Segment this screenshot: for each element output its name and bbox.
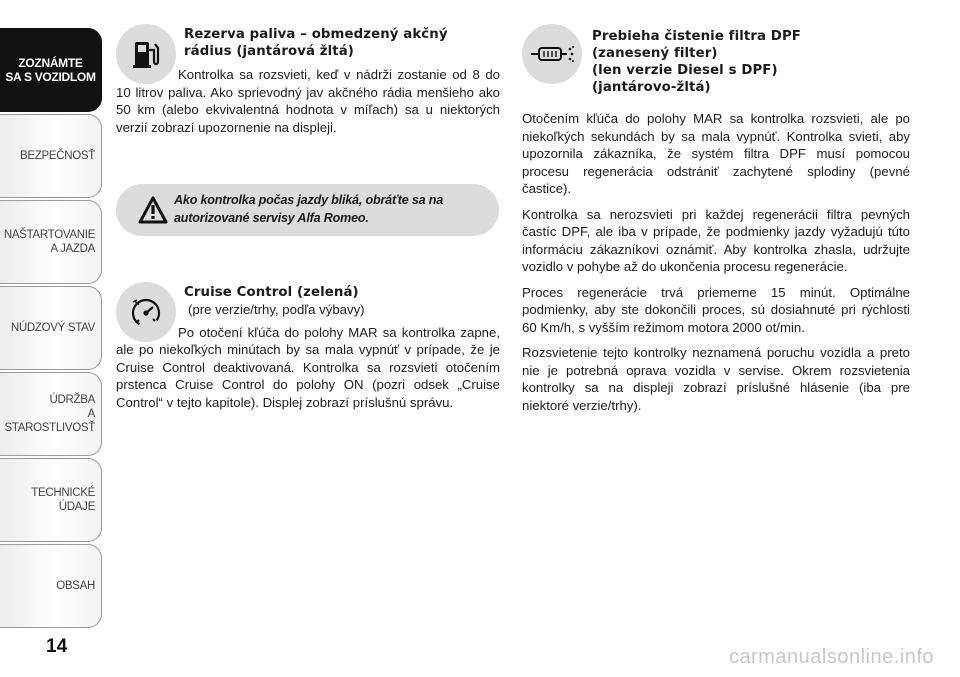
fuel-reserve-section [116,24,500,136]
tab-label: NÚDZOVÝ STAV [10,322,95,334]
fuel-reserve-heading: Rezerva paliva – obmedzený akčný rádius (jantárová žltá) [184,27,448,59]
warning-triangle-icon [138,196,168,229]
dpf-section [522,24,910,414]
cruise-control-heading: Cruise Control (zelená) [184,285,359,300]
tab-label: TECHNICKÉ ÚDAJE [31,487,95,513]
tab-label: NAŠTARTOVANIE A JAZDA [3,229,95,255]
fuel-pump-icon [116,24,176,84]
tab-obsah[interactable] [0,544,102,628]
tab-label: ZOZNÁMTE SA S VOZIDLOM [5,56,96,84]
dpf-heading [592,24,910,96]
dpf-paragraph: Rozsvietenie tejto kontrolky neznamená poruchu vozidla a preto nie je potrebná oprava vozidla v servise. Okrem rozsvietenia kontrolky sa na displeji zobrazí príslušné hlásenie (iba pre niektoré verzie/trhy). [522,345,910,413]
tab-technicke-udaje[interactable] [0,458,102,542]
tab-label: OBSAH [56,580,95,592]
dpf-heading-line: (len verzie Diesel s DPF) [592,63,778,78]
dpf-filter-icon [522,24,582,84]
tab-udrzba-a-starostlivost[interactable] [0,372,102,456]
dpf-paragraph: Otočením kľúča do polohy MAR sa kontrolka rozsvieti, ale po niekoľkých sekundách by sa mala vypnúť. Kontrolka svieti, aby upozornila zákazníka, že systém filtra DPF musí pomocou procesu regenerácia odstrániť zachytené splodiny (pevné častice). [522,111,910,196]
dpf-paragraph: Proces regenerácie trvá priemerne 15 minút. Optimálne podmienky, aby ste dokončili proces, sú dosiahnuté pri rýchlosti 60 Km/h, s vyšším režimom motora 2000 ot/min. [522,284,910,335]
fuel-reserve-body: Kontrolka sa rozsvieti, keď v nádrži zostanie od 8 do 10 litrov paliva. Ako sprievodný jav akčného rádia menšieho ako 50 km (alebo ekvivalentná hodnota v míľach) sa u niektorých verzií zobrazí upozornenie na displeji. [116,67,500,135]
cruise-control-subnote: (pre verzie/trhy, podľa výbavy) [188,302,365,317]
tab-zoznamte-sa-s-vozidlom[interactable] [0,28,102,112]
right-column [522,24,910,414]
cruise-control-section [116,276,500,411]
watermark: carmanualsonline.info [728,646,934,668]
tab-nastartovanie-a-jazda[interactable] [0,200,102,284]
tab-nudzovy-stav[interactable] [0,286,102,370]
warning-callout [116,184,499,236]
tab-label: ÚDRŽBA A STAROSTLIVOSŤ [4,394,95,434]
page-number: 14 [46,636,68,657]
cruise-control-icon [116,282,176,342]
warning-text: Ako kontrolka počas jazdy bliká, obráťte sa na autorizované servisy Alfa Romeo. [174,193,444,225]
tab-label: BEZPEČNOSŤ [20,150,95,162]
tab-bezpecnost[interactable] [0,114,102,198]
dpf-heading-line: (jantárovo-žltá) [592,80,711,95]
cruise-control-body: Po otočení kľúča do polohy MAR sa kontrolka zapne, ale po niekoľkých minútach by sa mala vypnúť v prípade, že je Cruise Control deaktivovaná. Kontrolka sa rozsvieti otočením prstenca Cruise Control do polohy ON (pozri odsek „Cruise Control“ v tejto kapitole). Displej zobrazí príslušnú správu. [116,324,500,410]
dpf-heading-line: Prebieha čistenie filtra DPF [592,29,801,44]
dpf-heading-line: (zanesený filter) [592,46,718,61]
dpf-paragraph: Kontrolka sa nerozsvieti pri každej regenerácii filtra pevných častíc DPF, ale iba v prípade, že podmienky jazdy vyžadujú túto informáciu zákazníkovi oznámiť. Aby kontrolka zhasla, udržujte vozidlo v pohybe až do ukončenia procesu regenerácie. [522,206,910,274]
